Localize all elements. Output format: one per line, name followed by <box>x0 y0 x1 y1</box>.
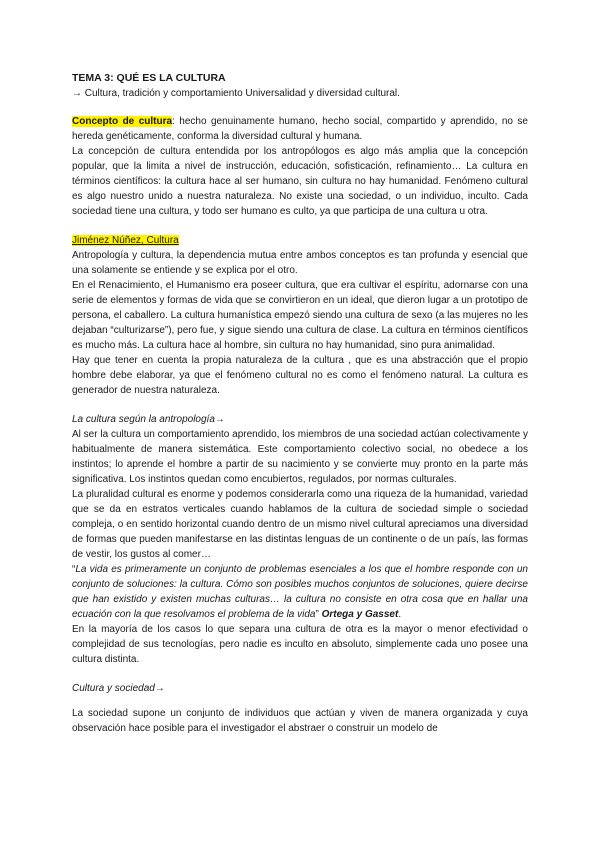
document-subtitle: → Cultura, tradición y comportamiento Universalidad y diversidad cultural. <box>72 88 400 99</box>
quote-end: . <box>398 609 402 620</box>
jimenez-label: Jiménez Núñez, Cultura <box>72 235 179 246</box>
concepto-label: Concepto de cultura <box>72 116 173 127</box>
ortega-quote-paragraph <box>72 562 528 622</box>
jimenez-paragraph-2: En el Renacimiento, el Humanismo era poseer cultura, que era cultivar el espíritu, adornarse con una serie de elementos y formas de vida que se convirtieron en un ideal, que dieron lugar a un prototipo de persona, el caballero. La cultura humanística empezó siendo una cultura de sexo (a las mujeres no les dejaban “culturizarse”), pero fue, y sigue siendo una cultura de clase. La cultura en términos científicos es mucho más. La cultura hace al hombre, sin cultura no hay humanidad, sino pura animalidad. <box>72 280 528 351</box>
sociedad-heading: Cultura y sociedad→ <box>72 683 165 694</box>
jimenez-paragraph-3: Hay que tener en cuenta la propia naturaleza de la cultura , que es una abstracción que el propio hombre debe elaborar, ya que el fenómeno cultural no es como el fenómeno natural. La cultura es generador de nuestra naturaleza. <box>72 355 528 396</box>
concepto-definition: : hecho genuinamente humano, hecho social, compartido y aprendido, no se hereda genéticamente, conforma la diversidad cultural y humana. <box>72 116 528 142</box>
quote-close-mark: ” <box>315 609 322 620</box>
concepto-paragraph <box>72 114 528 144</box>
antropologia-paragraph-1: Al ser la cultura un comportamiento aprendido, los miembros de una sociedad actúan colectivamente y habitualmente de manera sistemática. Este comportamiento colectivo social, no obedece a los instintos; lo aprende el hombre a partir de su nacimiento y se convierte muy pronto en la parte más significativa. Los instintos quedan como encubiertos, regulados, por normas culturales. <box>72 429 528 485</box>
jimenez-paragraph-1: Antropología y cultura, la dependencia mutua entre ambos conceptos es tan profunda y esencial que una solamente se entiende y se explica por el otro. <box>72 250 528 276</box>
ortega-quote: La vida es primeramente un conjunto de problemas esenciales a los que el hombre responde con un conjunto de soluciones: la cultura. Cómo son posibles muchos conjuntos de soluciones, quiere decirse que han existido y existen muchas culturas… la cultura no consiste en otra cosa que en hallar una ecuación con la que resolvamos el problema de la vida <box>72 564 528 620</box>
antropologia-heading: La cultura según la antropología→ <box>72 414 225 425</box>
document-title: TEMA 3: QUÉ ES LA CULTURA <box>72 72 226 84</box>
sociedad-paragraph-1: La sociedad supone un conjunto de individuos que actúan y viven de manera organizada y cuya observación hace posible para el investigador el abstraer o construir un modelo de <box>72 708 528 734</box>
quote-author: Ortega y Gasset <box>321 609 399 620</box>
quote-open-mark: “ <box>72 564 76 575</box>
antropologia-paragraph-3: En la mayoría de los casos lo que separa una cultura de otra es la mayor o menor efectividad o complejidad de sus tecnologías, pero nadie es inculto en absoluto, simplemente cada uno posee una cultura distinta. <box>72 624 528 665</box>
antropologia-paragraph-2: La pluralidad cultural es enorme y podemos considerarla como una riqueza de la humanidad, variedad que se da en estratos verticales cuando hablamos de la cultura de sociedad simple o sociedad compleja, o en sentido horizontal cuando dentro de un mismo nivel cultural apreciamos una diversidad de formas que pueden manifestarse en las distintas lenguas de un continente o de un país, las formas de vestir, los gustos al comer… <box>72 489 528 560</box>
concepto-paragraph-2: La concepción de cultura entendida por los antropólogos es algo más amplia que la concepción popular, que la limita a nivel de instrucción, educación, sofisticación, refinamiento… La cultura en términos científicos: la cultura hace al ser humano, sin cultura no hay humanidad. Fenómeno cultural es algo nuestro unido a nuestra naturaleza. No existe una sociedad, o un individuo, inculto. Cada sociedad tiene una cultura, y todo ser humano es culto, ya que participa de una cultura u otra. <box>72 146 528 217</box>
jimenez-paragraph-label <box>72 233 528 248</box>
